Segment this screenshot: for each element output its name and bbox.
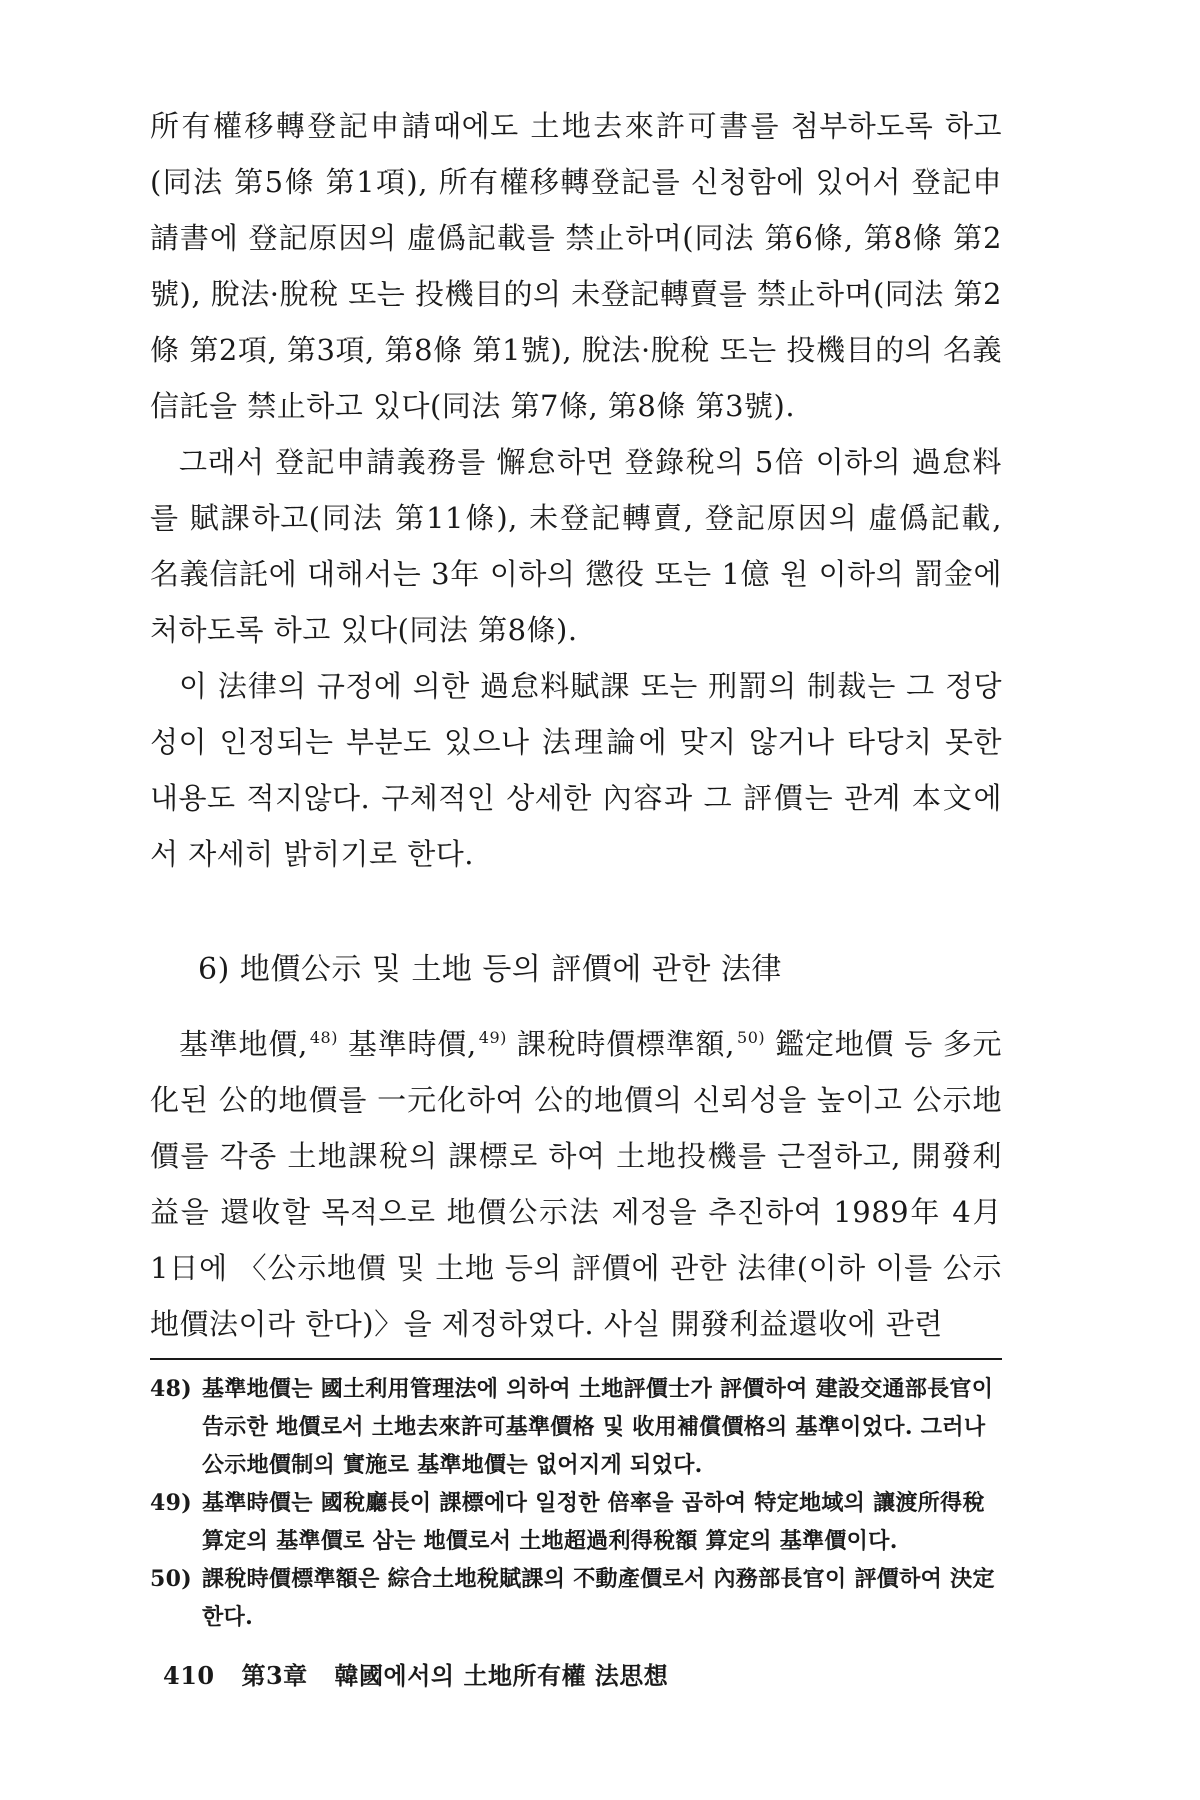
footnote-49 xyxy=(150,1484,1002,1560)
footnote-text: 基準時價는 國稅廳長이 課標에다 일정한 倍率을 곱하여 特定地域의 讓渡所得稅 算定의 基準價로 삼는 地價로서 土地超過利得稅額 算定의 基準價이다. xyxy=(202,1490,985,1554)
main-text xyxy=(150,98,1002,1636)
footnote-48 xyxy=(150,1370,1002,1484)
footnote-number: 50) xyxy=(150,1566,192,1592)
section-text-seg2: 基準時價, xyxy=(337,1027,477,1061)
footnote-ref-50[interactable]: 50) xyxy=(737,1028,766,1048)
footnote-divider xyxy=(150,1358,1002,1360)
page-footer xyxy=(163,1656,686,1691)
chapter-label: 第3章 xyxy=(241,1661,308,1690)
footnote-number: 48) xyxy=(150,1376,192,1402)
footnote-text: 課稅時價標準額은 綜合土地稅賦課의 不動產價로서 內務部長官이 評價하여 決定한다. xyxy=(202,1566,995,1630)
paragraph-2: 그래서 登記申請義務를 懈怠하면 登錄稅의 5倍 이하의 過怠料를 賦課하고(同法 第11條), 未登記轉賣, 登記原因의 虛僞記載, 名義信託에 대해서는 3年 이하의 懲役 또는 1億 원 이하의 罰金에 처하도록 하고 있다(同法 第8條). xyxy=(150,445,1002,647)
section-heading: 6) 地價公示 및 土地 등의 評價에 관한 法律 xyxy=(198,952,782,987)
section-text-seg1: 基準地價, xyxy=(179,1027,308,1061)
paragraph-3: 이 法律의 규정에 의한 過怠料賦課 또는 刑罰의 制裁는 그 정당성이 인정되는 부분도 있으나 法理論에 맞지 않거나 타당치 못한 내용도 적지않다. 구체적인 상세한 內容과 그 評價는 관계 本文에서 자세히 밝히기로 한다. xyxy=(150,669,1002,871)
footnote-text: 基準地價는 國土利用管理法에 의하여 土地評價士가 評價하여 建設交通部長官이 告示한 地價로서 土地去來許可基準價格 및 收用補償價格의 基準이었다. 그러나 公示地價制의 實施로 基準地價는 없어지게 되었다. xyxy=(202,1376,994,1478)
paragraph-1: 所有權移轉登記申請때에도 土地去來許可書를 첨부하도록 하고(同法 第5條 第1項), 所有權移轉登記를 신청함에 있어서 登記申請書에 登記原因의 虛僞記載를 禁止하며(同法 第6條, 第8條 第2號), 脫法·脫稅 또는 投機目的의 未登記轉賣를 禁止하며(同法 第2條 第2項, 第3項, 第8條 第1號), 脫法·脫稅 또는 投機目的의 名義信託을 禁止하고 있다(同法 第7條, 第8條 第3號). xyxy=(150,109,1002,423)
section-text-seg3: 課稅時價標準額, xyxy=(506,1027,736,1061)
page-number: 410 xyxy=(163,1661,215,1690)
section-text-seg4: 鑑定地價 등 多元化된 公的地價를 一元化하여 公的地價의 신뢰성을 높이고 公示地價를 각종 土地課稅의 課標로 하여 土地投機를 근절하고, 開發利益을 還收할 목적으로 地價公示法 제정을 추진하여 1989年 4月 1日에 〈公示地價 및 土地 등의 評價에 관한 法律(이하 이를 公示地價法이라 한다)〉을 제정하였다. 사실 開發利益還收에 관련 xyxy=(150,1027,1003,1341)
section-paragraph xyxy=(150,1016,1002,1352)
chapter-title: 韓國에서의 土地所有權 法思想 xyxy=(334,1661,669,1690)
footnote-ref-48[interactable]: 48) xyxy=(309,1028,338,1048)
footnote-50 xyxy=(150,1560,1002,1636)
footnote-ref-49[interactable]: 49) xyxy=(478,1028,507,1048)
footnote-number: 49) xyxy=(150,1490,192,1516)
